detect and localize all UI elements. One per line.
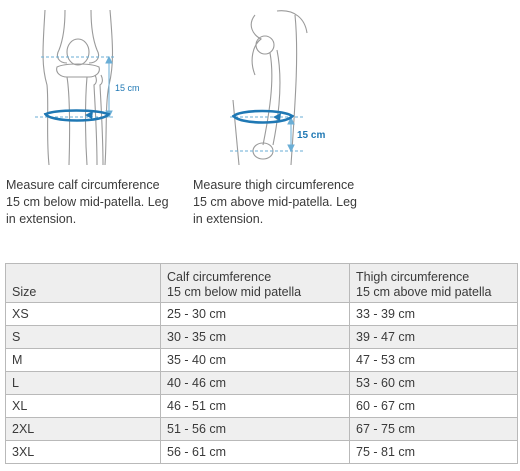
- calf-caption-line: 15 cm below mid-patella. Leg: [6, 195, 169, 209]
- size-cell: L: [6, 372, 161, 395]
- header-thigh: [350, 264, 518, 303]
- table-row: [6, 441, 518, 464]
- table-row: [6, 418, 518, 441]
- table-row: [6, 372, 518, 395]
- calf-caption-line: in extension.: [6, 212, 77, 226]
- thigh-cell: 67 - 75 cm: [350, 418, 518, 441]
- header-calf-title: Calf circumference: [167, 270, 272, 284]
- calf-cell: 46 - 51 cm: [161, 395, 350, 418]
- thigh-cell: 47 - 53 cm: [350, 349, 518, 372]
- calf-caption-line: Measure calf circumference: [6, 178, 160, 192]
- size-cell: 3XL: [6, 441, 161, 464]
- calf-measure-label: 15 cm: [115, 83, 140, 93]
- thigh-cell: 53 - 60 cm: [350, 372, 518, 395]
- header-thigh-title: Thigh circumference: [356, 270, 470, 284]
- header-calf-subtitle: 15 cm below mid patella: [167, 285, 302, 299]
- thigh-cell: 39 - 47 cm: [350, 326, 518, 349]
- size-chart-table: [5, 263, 518, 464]
- table-row: [6, 349, 518, 372]
- header-size: Size: [6, 264, 161, 303]
- thigh-caption: [193, 177, 357, 228]
- thigh-measure-label: 15 cm: [297, 130, 326, 141]
- header-thigh-subtitle: 15 cm above mid patella: [356, 285, 492, 299]
- calf-cell: 30 - 35 cm: [161, 326, 350, 349]
- thigh-cell: 75 - 81 cm: [350, 441, 518, 464]
- size-cell: XL: [6, 395, 161, 418]
- table-row: [6, 395, 518, 418]
- calf-measurement-illustration: [15, 5, 160, 170]
- calf-caption: [6, 177, 169, 228]
- calf-cell: 56 - 61 cm: [161, 441, 350, 464]
- size-cell: M: [6, 349, 161, 372]
- calf-cell: 35 - 40 cm: [161, 349, 350, 372]
- table-row: [6, 303, 518, 326]
- header-calf: [161, 264, 350, 303]
- calf-cell: 51 - 56 cm: [161, 418, 350, 441]
- thigh-caption-line: 15 cm above mid-patella. Leg: [193, 195, 357, 209]
- thigh-caption-line: in extension.: [193, 212, 264, 226]
- size-cell: XS: [6, 303, 161, 326]
- table-row: [6, 326, 518, 349]
- size-cell: 2XL: [6, 418, 161, 441]
- calf-cell: 40 - 46 cm: [161, 372, 350, 395]
- table-header-row: [6, 264, 518, 303]
- thigh-cell: 33 - 39 cm: [350, 303, 518, 326]
- thigh-caption-line: Measure thigh circumference: [193, 178, 355, 192]
- size-cell: S: [6, 326, 161, 349]
- calf-cell: 25 - 30 cm: [161, 303, 350, 326]
- thigh-measurement-illustration: [225, 5, 345, 170]
- thigh-cell: 60 - 67 cm: [350, 395, 518, 418]
